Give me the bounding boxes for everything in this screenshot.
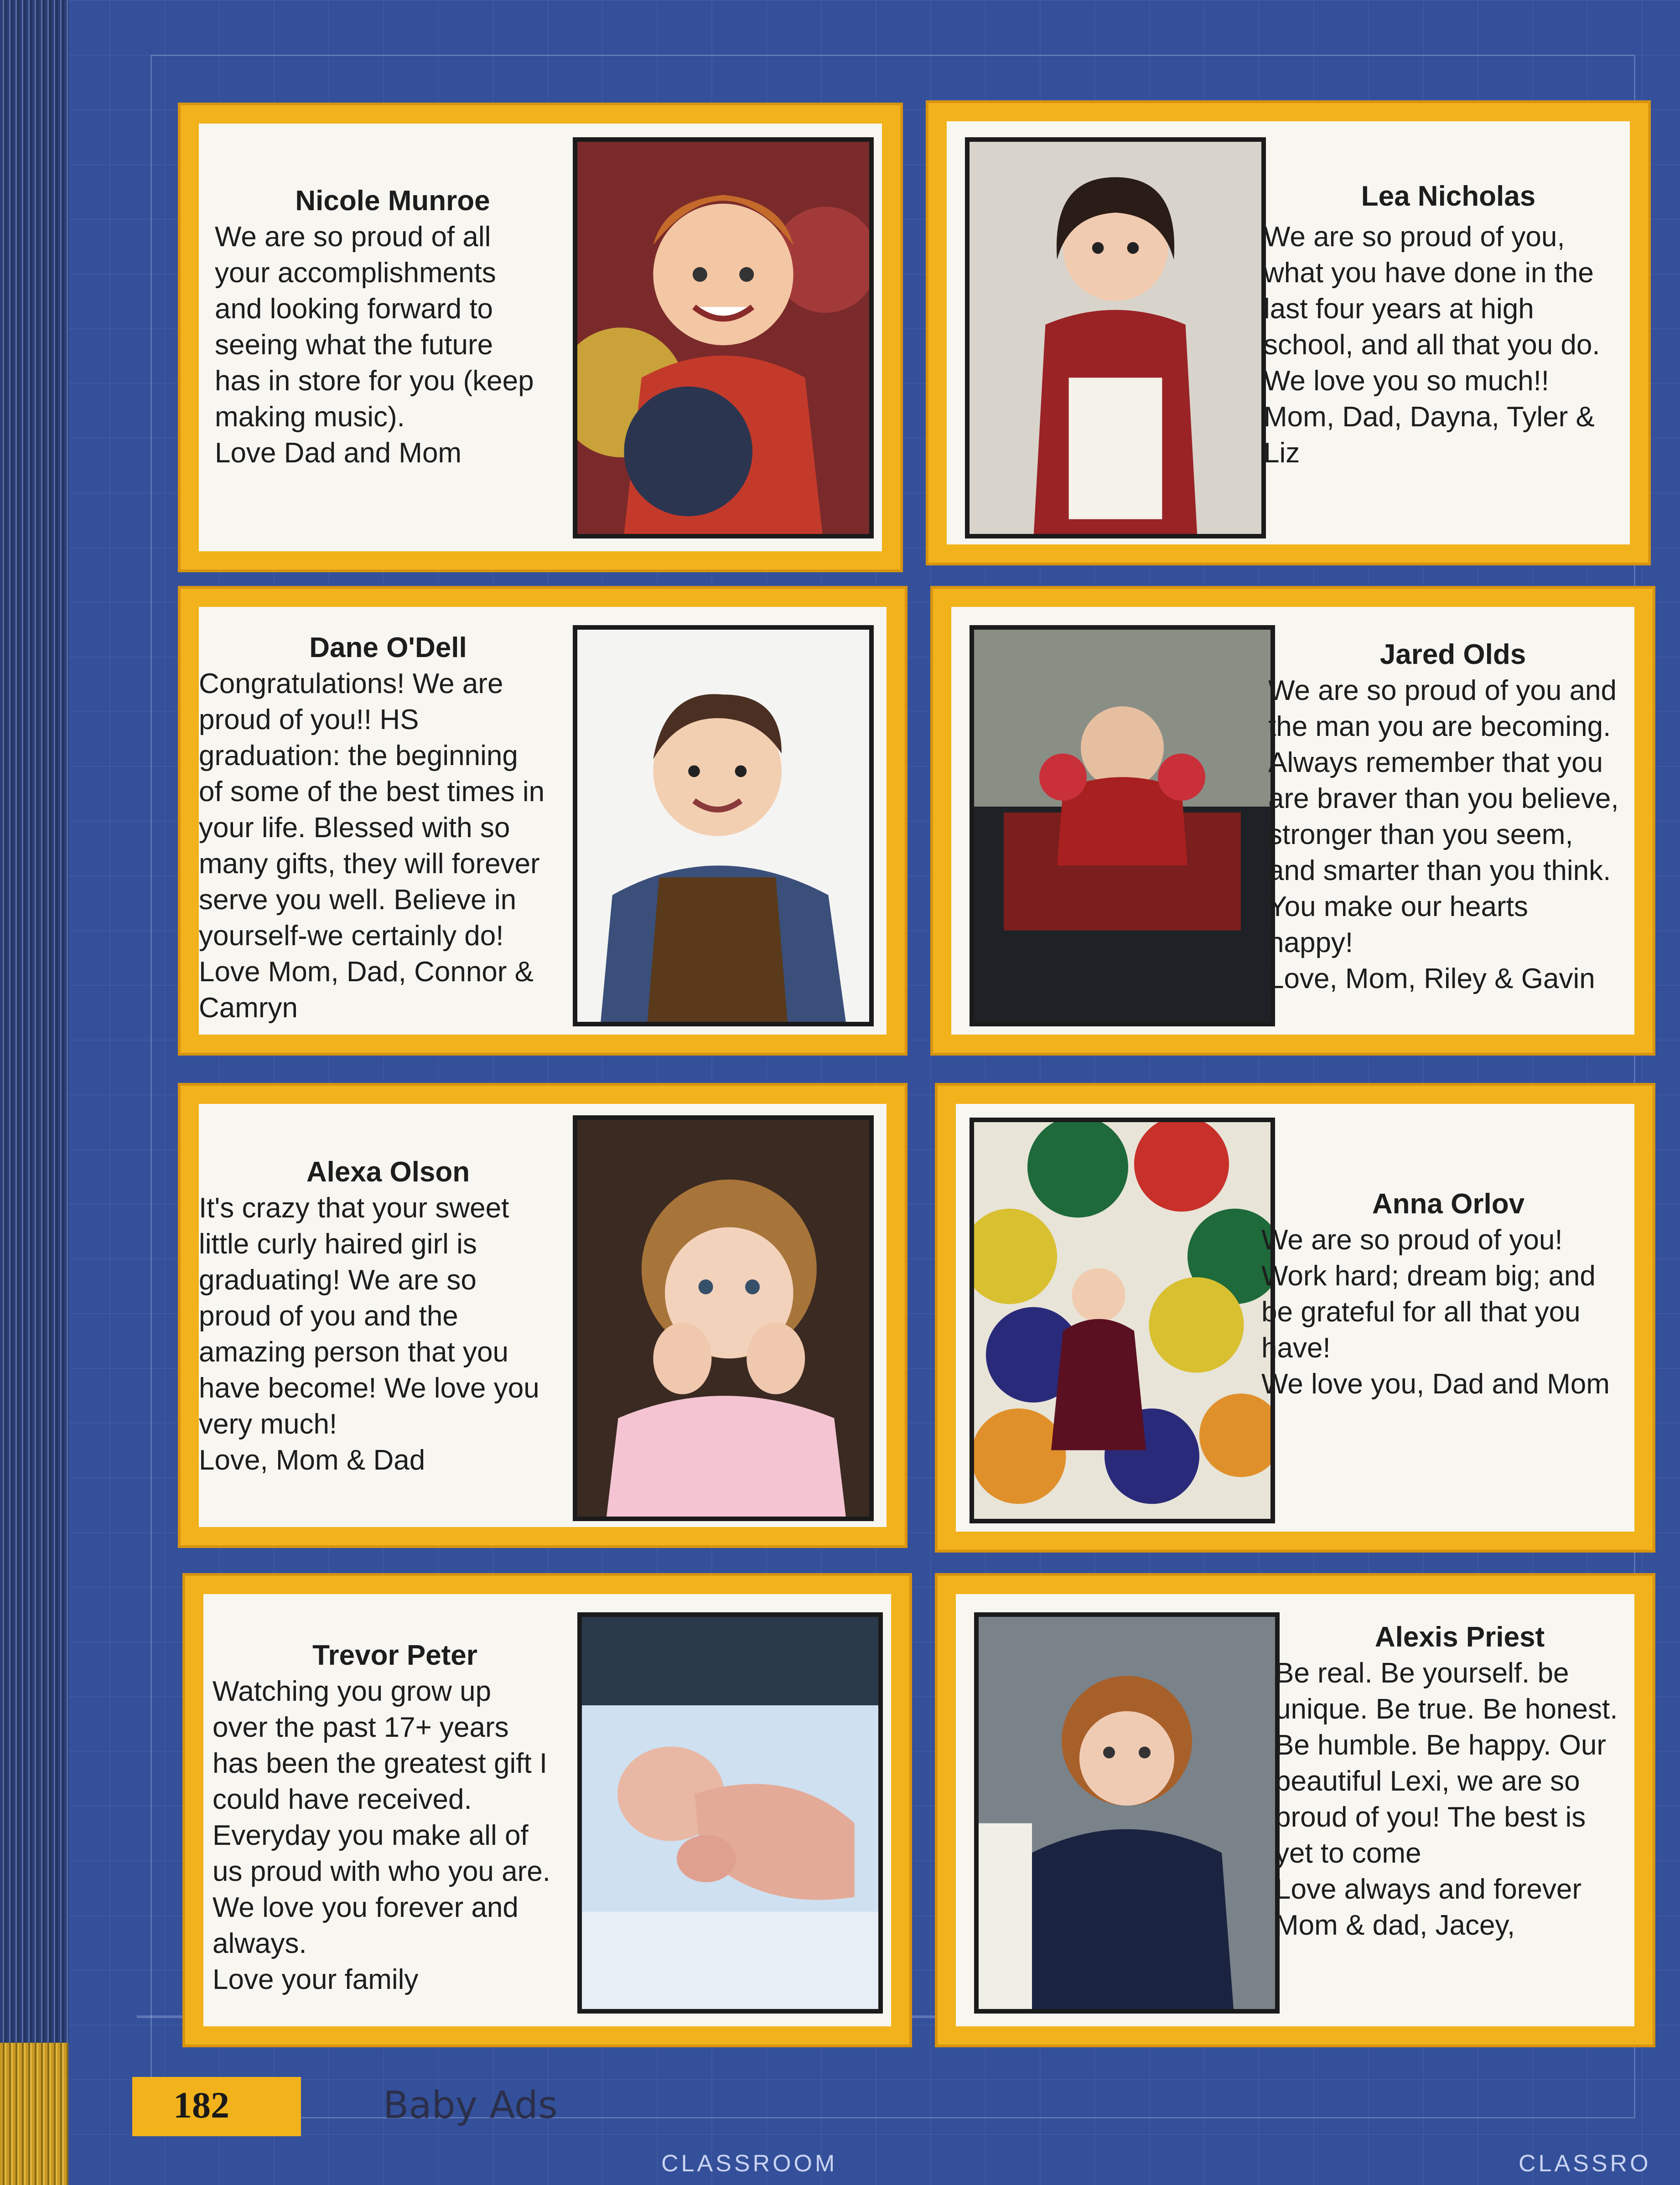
baby-photo [573, 625, 874, 1026]
ad-card: Alexis Priest Be real. Be yourself. be unique. Be true. Be honest. Be humble. Be happy. Our beautiful Lexi, we are so proud of you! The best is yet to come Love always and forever Mom & dad, Jacey, [935, 1573, 1655, 2047]
ad-name: Dane O'Dell [309, 632, 467, 663]
baby-photo [965, 137, 1266, 538]
ad-name: Alexis Priest [1374, 1621, 1545, 1653]
section-title: Baby Ads [383, 2084, 558, 2127]
ad-name: Alexa Olson [306, 1156, 470, 1188]
baby-photo-icon [582, 1617, 878, 2009]
ad-card: Anna Orlov We are so proud of you! Work hard; dream big; and be grateful for all that you have! We love you, Dad and Mom [935, 1083, 1655, 1553]
ad-name: Lea Nicholas [1361, 181, 1536, 212]
toddler-photo-icon [577, 142, 869, 534]
page-edge-stack [0, 0, 68, 2185]
toddler-photo-icon [970, 142, 1261, 534]
baby-photo [970, 1118, 1275, 1523]
baby-photo-icon [577, 630, 869, 1022]
ad-card: Jared Olds We are so proud of you and the man you are becoming. Always remember that you are braver than you believe, stronger than you seem, and smarter than you think. You make our hearts happy! Love, Mom, Riley & Gavin [930, 586, 1655, 1056]
baby-photo [974, 1612, 1280, 2014]
toddler-photo-icon [979, 1617, 1275, 2009]
watermark-text: CLASSROOM [661, 2150, 838, 2177]
toddler-photo-icon [974, 630, 1270, 1022]
ad-name: Trevor Peter [312, 1640, 477, 1671]
page-number: 182 [173, 2084, 229, 2126]
baby-photo [577, 1612, 883, 2014]
ad-name: Jared Olds [1379, 639, 1526, 670]
ad-name: Nicole Munroe [295, 185, 490, 217]
ad-card: Nicole Munroe We are so proud of all your accomplishments and looking forward to seeing what the future has in store for you (keep making music). Love Dad and Mom [178, 103, 903, 572]
baby-photo-icon [974, 1122, 1270, 1519]
baby-photo [573, 137, 874, 538]
baby-photo [970, 625, 1275, 1026]
ad-card: Alexa Olson It's crazy that your sweet little curly haired girl is graduating! We are so proud of you and the amazing person that you have become! We love you very much! Love, Mom & Dad [178, 1083, 907, 1548]
toddler-photo-icon [577, 1120, 869, 1517]
ad-card: Dane O'Dell Congratulations! We are proud of you!! HS graduation: the beginning of some of the best times in your life. Blessed with so many gifts, they will forever serve you well. Believe in yourself-we certainly do! Love Mom, Dad, Connor & Camryn [178, 586, 907, 1056]
watermark-text-right: CLASSRO [1519, 2150, 1651, 2177]
ad-card: Trevor Peter Watching you grow up over the past 17+ years has been the greatest gift I could have received. Everyday you make all of us proud with who you are. We love you forever and always. Love your family [182, 1573, 912, 2047]
ad-card: Lea Nicholas We are so proud of you, what you have done in the last four years at high school, and all that you do. We love you so much!! Mom, Dad, Dayna, Tyler & Liz [926, 100, 1651, 565]
baby-photo [573, 1115, 874, 1521]
ad-name: Anna Orlov [1372, 1188, 1525, 1220]
page-edge-gold [0, 2043, 68, 2185]
